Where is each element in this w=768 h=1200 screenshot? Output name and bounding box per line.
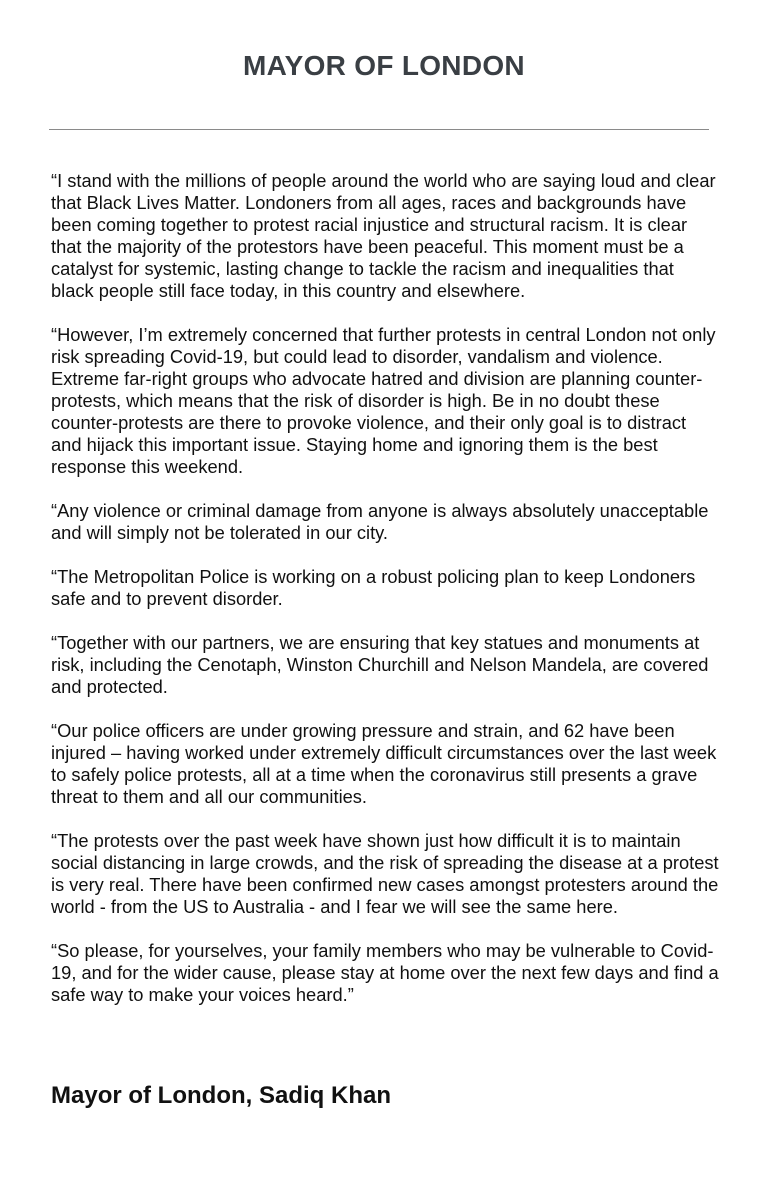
statement-body <box>51 170 719 1028</box>
statement-paragraph-3: “Any violence or criminal damage from anyone is always absolutely unacceptable and will simply not be tolerated in our city. <box>51 500 709 543</box>
header-divider <box>49 129 709 130</box>
statement-paragraph-5: “Together with our partners, we are ensuring that key statues and monuments at risk, including the Cenotaph, Winston Churchill and Nelson Mandela, are covered and protected. <box>51 632 709 697</box>
header <box>0 48 768 84</box>
statement-paragraph-2: “However, I’m extremely concerned that further protests in central London not only risk spreading Covid-19, but could lead to disorder, vandalism and violence. Extreme far-right groups who advocate hatred and division are planning counter-protests, which means that the risk of disorder is high. Be in no doubt these counter-protests are there to provoke violence, and their only goal is to distract and hijack this important issue. Staying home and ignoring them is the best response this weekend. <box>51 324 716 477</box>
statement-paragraph-7: “The protests over the past week have shown just how difficult it is to maintain social distancing in large crowds, and the risk of spreading the disease at a protest is very real. There have been confirmed new cases amongst protesters around the world - from the US to Australia - and I fear we will see the same here. <box>51 830 719 917</box>
statement-paragraph-8: “So please, for yourselves, your family members who may be vulnerable to Covid-19, and for the wider cause, please stay at home over the next few days and find a safe way to make your voices heard.” <box>51 940 719 1005</box>
statement-paragraph-6: “Our police officers are under growing pressure and strain, and 62 have been injured – having worked under extremely difficult circumstances over the last week to safely police protests, all at a time when the coronavirus still presents a grave threat to them and all our communities. <box>51 720 717 807</box>
statement-paragraph-4: “The Metropolitan Police is working on a robust policing plan to keep Londoners safe and to prevent disorder. <box>51 566 696 609</box>
signature: Mayor of London, Sadiq Khan <box>51 1082 391 1109</box>
mayor-of-london-logo: MAYOR OF LONDON <box>243 50 525 81</box>
statement-paragraph-1: “I stand with the millions of people around the world who are saying loud and clear that Black Lives Matter. Londoners from all ages, races and backgrounds have been coming together to protest racial injustice and structural racism. It is clear that the majority of the protestors have been peaceful. This moment must be a catalyst for systemic, lasting change to tackle the racism and inequalities that black people still face today, in this country and elsewhere. <box>51 170 716 301</box>
